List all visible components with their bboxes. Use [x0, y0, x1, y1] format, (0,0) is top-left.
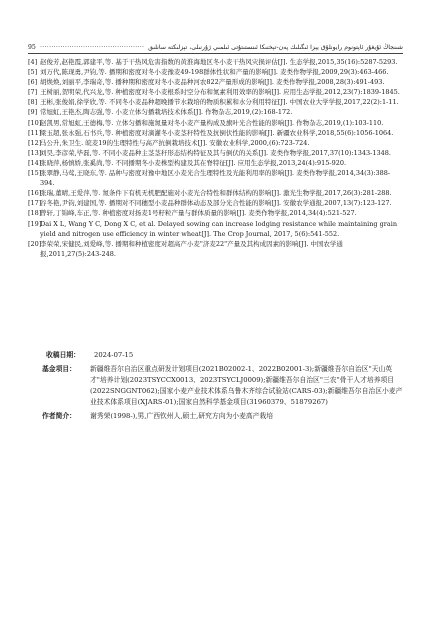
reference-item: [28, 87, 403, 97]
reference-text: 赵凯男,常旭虹,王德梅,等. 立体匀播和施氮量对冬小麦产量构成及旗叶光合性能的影响[J]. 作物杂志,2019,(1):103-110.: [40, 118, 384, 127]
reference-text: 张翠静,马莺,王晓东,等. 品种与密度对豫中地区小麦光合生理特性及光能利用率的影响[J]. 麦类作物学报,2014,34(3):388-394.: [40, 169, 391, 188]
reference-item: [28, 219, 403, 239]
reference-text: 谷冬艳,尹钧,刘建国,等. 播期对不同穗型小麦品种群体动态及部分光合性能的影响[J]. 安徽农学通报,2007,13(7):123-127.: [40, 199, 392, 208]
received-date-label: 收稿日期：: [46, 351, 80, 359]
reference-text: 曾轩,丁锦峰,车正,等. 种植密度对扬麦1号籽粒产量与群体质量的影响[J]. 麦类作物学报,2014,34(4):521-527.: [40, 209, 357, 218]
reference-number: [6]: [28, 78, 38, 87]
reference-number: [15]: [28, 169, 42, 178]
reference-text: 刘昊,李彦荣,毕磊,等. 不同小麦品种主茎茎秆形态结构特征及其与倒伏的关系[J]. 麦类作物学报,2017,37(10):1343-1348.: [40, 148, 391, 157]
reference-number: [7]: [28, 88, 38, 97]
reference-item: [28, 97, 403, 107]
reference-item: [28, 128, 403, 138]
reference-text: 梁玉超,张永强,石书兵,等. 种植密度对滴灌冬小麦茎秆特性及抗倒伏性能的影响[J]. 新疆农业科学,2018,55(6):1056-1064.: [40, 128, 394, 137]
reference-number: [4]: [28, 58, 38, 66]
reference-item: [28, 138, 403, 148]
reference-text: 李荣荣,宋健民,刘爱峰,等. 播期和种植密度对超高产小麦"济麦22"产量及其构成因素的影响[J]. 中国农学通报,2011,27(5):243-248.: [40, 239, 343, 258]
reference-text: 张瑞,董晴,王爱萍,等. 氮条件下有机无机肥配施对小麦光合特性和群体结构的影响[J]. 激光生物学报,2017,26(3):281-288.: [40, 189, 392, 198]
reference-item: [28, 208, 403, 218]
reference-item: [28, 158, 403, 168]
reference-text: Dai X L, Wang Y C, Dong X C, et al. Delayed sowing can increase lodging resistance while maintaining grain yield and nitrogen use efficiency in winter wheat[J]. The Crop Journal, 2017, 5(6):541-552.: [40, 219, 398, 238]
reference-text: 张晓萍,杨慎娇,张奚尚,等. 不同播期冬小麦株型构建及其在脊特征[J]. 应用生态学报,2013,24(4):915-920.: [40, 158, 347, 167]
reference-number: [17]: [28, 199, 42, 208]
reference-list: [28, 57, 403, 259]
reference-item: [28, 168, 403, 188]
header-leader-dots: ··············································: [40, 44, 145, 51]
reference-number: [20]: [28, 239, 42, 248]
reference-text: 刘万代,陈现勇,尹钧,等. 播期和密度对冬小麦豫麦49-198群体性状和产量的影响[J]. 麦类作物学报,2009,29(3):463-466.: [40, 68, 389, 77]
reference-number: [19]: [28, 219, 42, 228]
reference-text: 王彬,张俊娟,徐学欣,等. 不同冬小麦品种超晚播节水栽培的物质积累和水分利用特征[J]. 中国农业大学学报,2017,22(2):1-11.: [40, 98, 399, 107]
header-rule: [28, 53, 403, 54]
reference-item: [28, 239, 403, 259]
reference-number: [12]: [28, 138, 42, 147]
received-date-row: [28, 350, 403, 361]
reference-text: 常旭虹,王艳杰,陶志强,等. 小麦立体匀播栽培技术体系[J]. 作物杂志,2019,(2):168-172.: [40, 108, 293, 117]
reference-number: [10]: [28, 118, 42, 127]
reference-number: [13]: [28, 148, 42, 157]
reference-number: [14]: [28, 158, 42, 167]
page-header: [28, 43, 403, 53]
reference-item: [28, 107, 403, 117]
reference-text: 赵俊芳,赵艳霞,郭建平,等. 基于干热风危害指数的黄淮海地区冬小麦干热风灾损评估[J]. 生态学报,2015,35(16):5287-5293.: [40, 58, 398, 66]
page-number: 95: [28, 44, 36, 51]
reference-number: [11]: [28, 128, 42, 137]
reference-item: [28, 118, 403, 128]
funding-value: 新疆维吾尔自治区重点研发计划项目(2021B02002-1、2022B02001-3);新疆维吾尔自治区"天山英才"培养计划(2023TSYCCX0013、2023TSYCLJ0009);新疆维吾尔自治区"三农"骨干人才培养项目(2022SNGGNT062);国家小麦产业技术体系乌鲁木齐综合试验站(CARS-03);新疆维吾尔自治区小麦产业技术体系项目(XJARS-01);国家自然科学基金项目(31960379、51879267): [90, 365, 403, 406]
reference-item: [28, 198, 403, 208]
reference-text: 马公升,朱卫生. 皖麦19的生理特性与高产抗倒栽培技术[J]. 安徽农业科学,2000,(6):723-724.: [40, 138, 310, 147]
funding-row: [28, 364, 403, 408]
author-info-label: 作者简介：: [42, 412, 76, 420]
article-metadata: [28, 350, 403, 425]
reference-item: [28, 77, 403, 87]
funding-label: 基金项目：: [42, 365, 76, 373]
journal-name: شىنجاڭ ئۇيغۇر ئاپتونوم رايونلۇق يېزا ئىگىلىك پەن-تېخنىكا ئىنستىتۇتى ئىلمىي ژۇرنىلى، تېزلىكتە سانلىق: [148, 44, 403, 51]
author-info-value: 谢秀荣(1998-),男,广西钦州人,硕士,研究方向为小麦高产栽培: [90, 412, 274, 420]
reference-number: [9]: [28, 108, 38, 117]
reference-number: [18]: [28, 209, 42, 218]
reference-number: [8]: [28, 98, 38, 107]
received-date-value: 2024-07-15: [94, 351, 134, 359]
reference-item: [28, 67, 403, 77]
reference-item: [28, 57, 403, 67]
reference-number: [16]: [28, 189, 42, 198]
reference-text: 王树丽,贺明荣,代兴龙,等. 种植密度对冬小麦根系时空分布和氮素利用效率的影响[J]. 应用生态学报,2012,23(7):1839-1845.: [40, 88, 400, 97]
reference-item: [28, 148, 403, 158]
author-info-row: [28, 411, 403, 422]
reference-item: [28, 188, 403, 198]
reference-number: [5]: [28, 68, 38, 77]
reference-text: 胡焕焕,刘丽平,李瑞奇,等. 播种期和密度对冬小麦品种河农822产量形成的影响[J]. 麦类作物学报,2008,28(3):491-493.: [40, 78, 385, 87]
